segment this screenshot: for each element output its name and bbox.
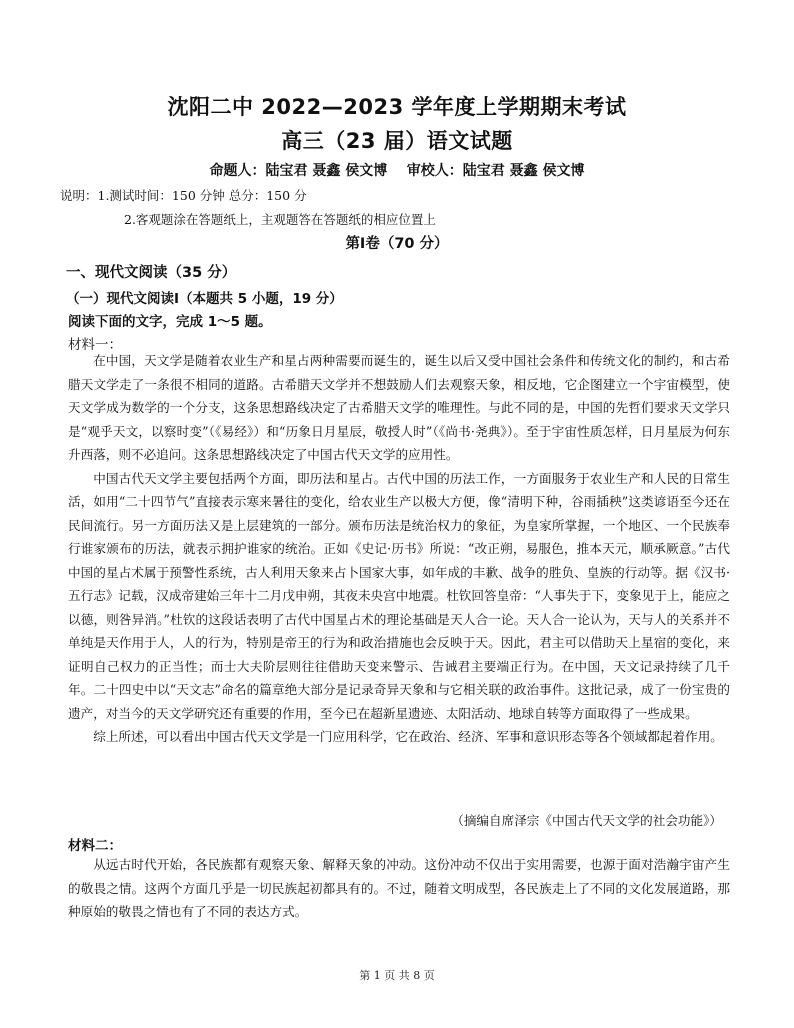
material-2-paragraph: 从远古时代开始，各民族都有观察天象、解释天象的冲动。这份冲动不仅出于实用需要，也源于面对浩瀚宇宙产生的敬畏之情。这两个方面几乎是一切民族起初都具有的。不过，随着文明成型，各民族走上了不同的文化发展道路，那种原始的敬畏之情也有了不同的表达方式。	[68, 857, 730, 919]
material-2-label: 材料二：	[68, 838, 122, 854]
section-heading: 一、现代文阅读（35 分）	[66, 265, 237, 281]
exam-subtitle: 高三（23 届）语文试题	[281, 129, 513, 153]
material-1-body	[68, 349, 730, 749]
volume-title: 第Ⅰ卷（70 分）	[345, 236, 449, 252]
material-2-body	[68, 853, 730, 924]
setters-line	[0, 160, 794, 180]
exam-title: 沈阳二中 2022—2023 学年度上学期期末考试	[167, 95, 627, 119]
material-1-paragraph: 中国古代天文学主要包括两个方面，即历法和星占。古代中国的历法工作，一方面服务于农业生产和人民的日常生活，如用“二十四节气”直接表示寒来暑往的变化，给农业生产以极大方便，像“清明下种，谷雨插秧”这类谚语至今还在民间流行。另一方面历法又是上层建筑的一部分。颁布历法是统治权力的象征，为皇家所掌握，一个地区、一个民族奉行谁家颁布的历法，就表示拥护谁家的统治。正如《史记·历书》所说：“改正朔，易服色，推本天元，顺承厥意。”古代中国的星占术属于预警性系统，古人利用天象来占卜国家大事，如年成的丰歉、战争的胜负、皇族的行动等。据《汉书·五行志》记载，汉成帝建始三年十二月戊申朔，其夜未央宫中地震。杜钦回答皇帝：“人事失于下，变象见于上，能应之以德，则咎异消。”杜钦的这段话表明了古代中国星占术的理论基础是天人合一论。天人合一论认为，天与人的关系并不单纯是天作用于人，人的行为，特别是帝王的行为和政治措施也会反映于天。因此，君主可以借助天上星宿的变化，来证明自己权力的正当性；而士大夫阶层则往往借助天变来警示、告诫君主要端正行为。在中国，天文记录持续了几千年。二十四史中以“天文志”命名的篇章绝大部分是记录奇异天象和与它相关联的政治事件。这批记录，成了一份宝贵的遗产，对当今的天文学研究还有重要的作用，至今已在超新星遗迹、太阳活动、地球自转等方面取得了一些成果。	[68, 470, 730, 721]
instruction-line-2: 2.客观题涂在答题纸上，主观题答在答题纸的相应位置上	[124, 212, 436, 227]
material-1-paragraph: 在中国，天文学是随着农业生产和星占两种需要而诞生的，诞生以后又受中国社会条件和传统文化的制约，和古希腊天文学走了一条很不相同的道路。古希腊天文学并不想鼓励人们去观察天象，相反地，它企图建立一个宇宙模型，使天文学成为数学的一个分支，这条思想路线决定了古希腊天文学的唯理性。与此不同的是，中国的先哲们要求天文学只是“观乎天文，以察时变”（《易经》）和“历象日月星辰，敬授人时”（《尚书·尧典》）。至于宇宙性质怎样，日月星辰为何东升西落，则不必追问。这条思想路线决定了中国古代天文学的应用性。	[68, 353, 730, 462]
section-subheading: （一）现代文阅读Ⅰ（本题共 5 小题，19 分）	[66, 291, 343, 307]
reading-directions: 阅读下面的文字，完成 1～5 题。	[68, 314, 272, 330]
reviewers-label: 审校人：陆宝君 聂鑫 侯文博	[406, 163, 585, 179]
setters-label: 命题人：陆宝君 聂鑫 侯文博	[209, 163, 388, 179]
material-1-source: （摘编自席泽宗《中国古代天文学的社会功能》）	[451, 813, 722, 828]
material-1-paragraph: 综上所述，可以看出中国古代天文学是一门应用科学，它在政治、经济、军事和意识形态等各个领域都起着作用。	[93, 729, 723, 744]
material-1-label: 材料一：	[68, 337, 122, 353]
instruction-line-1: 说明：1.测试时间：150 分钟 总分：150 分	[60, 188, 307, 203]
page-footer: 第 1 页 共 8 页	[359, 969, 435, 982]
